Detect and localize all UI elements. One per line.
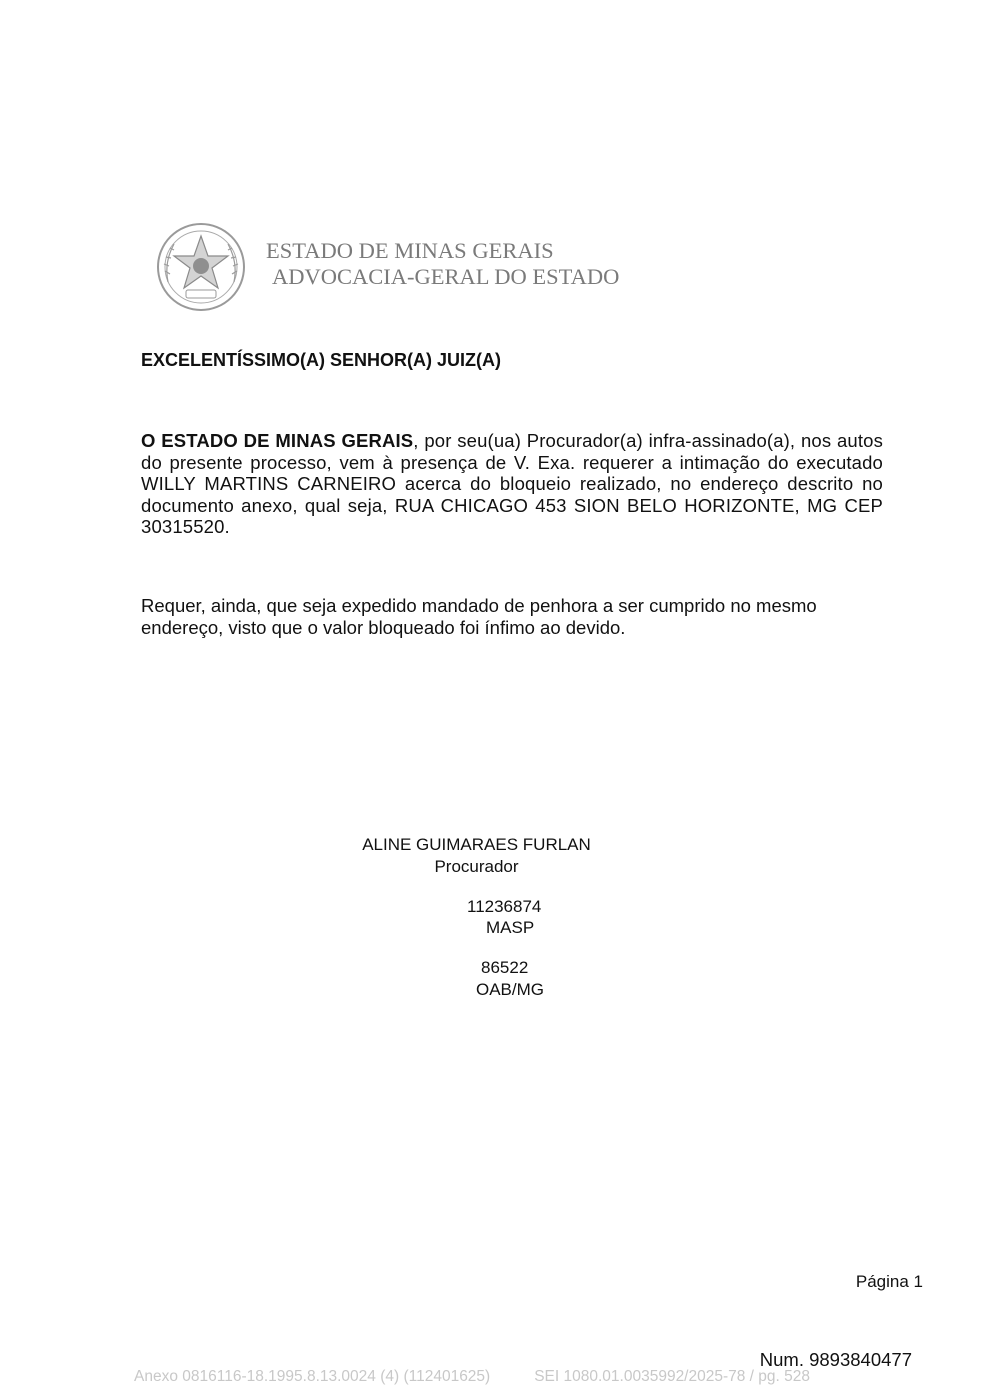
signatory-role: Procurador (434, 857, 519, 876)
footer-annex-reference: Anexo 0816116-18.1995.8.13.0024 (4) (112401625) (134, 1368, 491, 1385)
masp-number: 11236874 (467, 897, 542, 916)
document-number: Num. 9893840477 (759, 1349, 912, 1370)
page-number: Página 1 (855, 1272, 923, 1291)
issuer-header (266, 238, 619, 290)
issuer-agency: ADVOCACIA-GERAL DO ESTADO (272, 264, 620, 289)
signatory-name: ALINE GUIMARAES FURLAN (362, 835, 591, 854)
masp-label: MASP (486, 918, 535, 937)
footer-sei-reference: SEI 1080.01.0035992/2025-78 / pg. 528 (534, 1368, 811, 1385)
footer-annotation (134, 1368, 810, 1386)
oab-label: OAB/MG (476, 980, 545, 999)
addressee-heading: EXCELENTÍSSIMO(A) SENHOR(A) JUIZ(A) (141, 350, 501, 370)
petition-paragraph-1 (141, 430, 883, 538)
issuer-state: ESTADO DE MINAS GERAIS (266, 238, 554, 263)
oab-number: 86522 (481, 958, 529, 977)
petitioner-name: O ESTADO DE MINAS GERAIS (141, 430, 414, 451)
petition-text: , por seu(ua) Procurador(a) infra-assinado(a), nos autos do presente processo, vem à presença de V. Exa. requerer a intimação do executado WILLY MARTINS CARNEIRO acerca do bloqueio realizado, no endereço descrito no documento anexo, qual seja, RUA CHICAGO 453 SION BELO HORIZONTE, MG CEP 30315520. (141, 430, 883, 537)
petition-paragraph-2: Requer, ainda, que seja expedido mandado de penhora a ser cumprido no mesmo endereço, visto que o valor bloqueado foi ínfimo ao devido. (141, 595, 817, 638)
coat-of-arms-seal-icon (156, 222, 246, 312)
